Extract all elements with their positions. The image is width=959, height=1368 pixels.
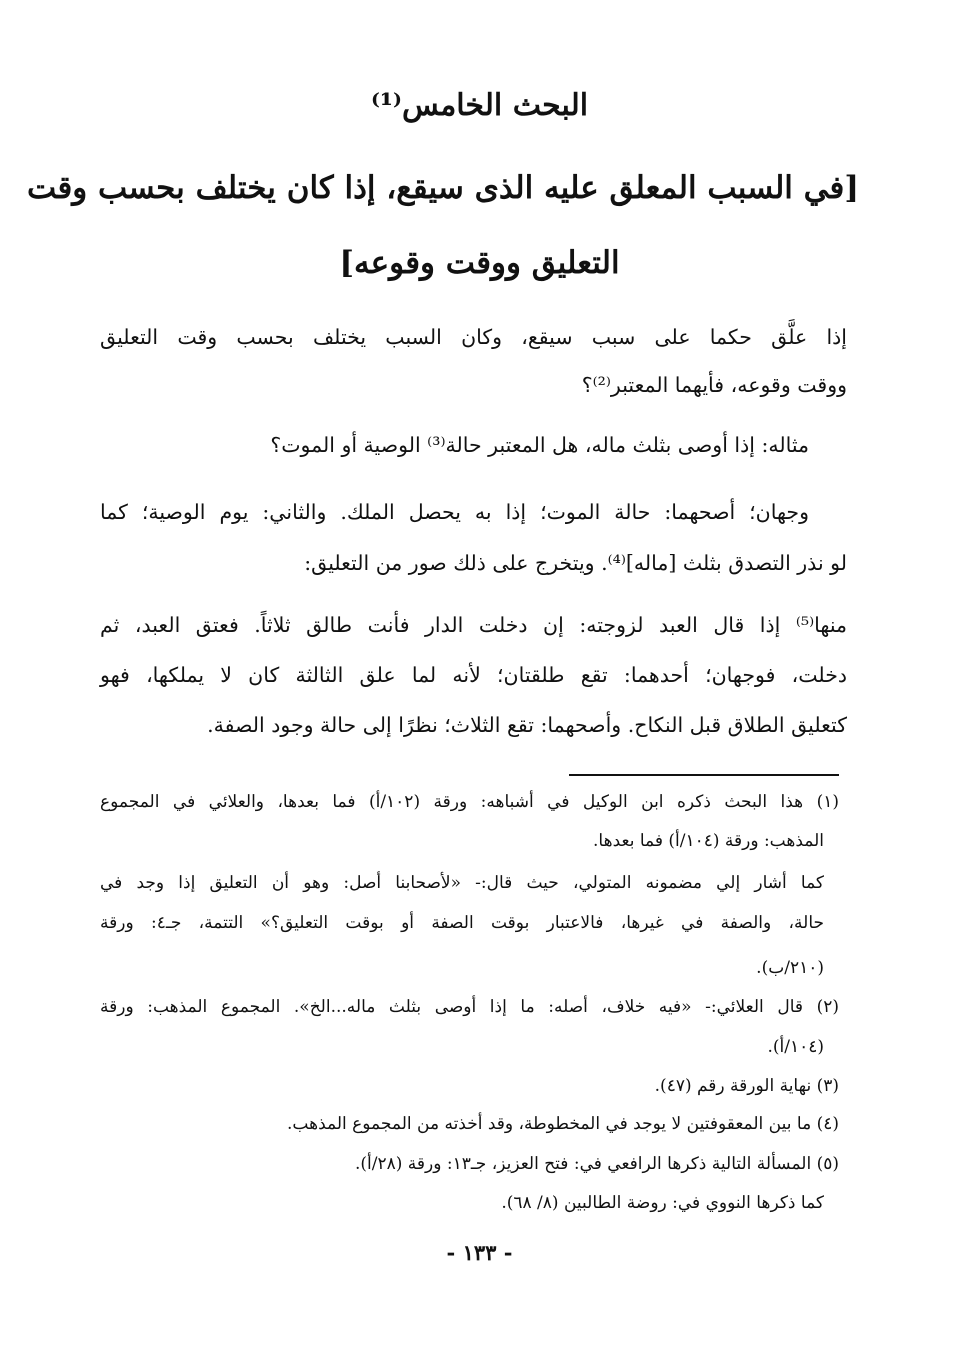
body-line: مثاله: إذا أوصى بثلث ماله، هل المعتبر حالة⁽³⁾ الوصية أو الموت؟ (270, 433, 809, 457)
body-line: وجهان؛ أصحهما: حالة الموت؛ إذا به يحصل الملك. والثاني: يوم الوصية؛ كما (100, 500, 809, 524)
footnote-line: (١٠٤/أ). (767, 1037, 824, 1057)
footnote-separator (569, 774, 839, 776)
footnote-line: حالة، والصفة في غيرها، فالاعتبار بوقت الصفة أو بوقت التعليق؟» التتمة، جـ٤: ورقة (100, 913, 825, 933)
footnote-line: كما ذكرها النووي في: روضة الطالبين (٨/ ٦٨). (501, 1193, 824, 1213)
body-line: ووقت وقوعه، فأيهما المعتبر⁽²⁾؟ (581, 373, 847, 397)
section-subtitle-line-2: التعليق ووقت وقوعه] (339, 245, 620, 281)
section-subtitle-line-1: [في السبب المعلق عليه الذى سيقع، إذا كان يختلف بحسب وقت (27, 170, 859, 206)
body-line: كتعليق الطلاق قبل النكاح. وأصحهما: تقع الثلاث؛ نظرًا إلى حالة وجود الصفة. (207, 713, 847, 737)
body-line: منها⁽⁵⁾ إذا قال العبد لزوجته: إن دخلت الدار فأنت طالق ثلاثاً. فعتق العبد، ثم (100, 613, 847, 637)
body-line: لو نذر التصدق بثلث [ماله]⁽⁴⁾. ويتخرج على ذلك صور من التعليق: (304, 551, 847, 575)
footnote-line: (٢) قال العلائي:- «فيه خلاف، أصله: ما إذا أوصى بثلث ماله...الخ». المجموع المذهب: ورقة (100, 997, 839, 1017)
footnote-line: المذهب: ورقة (١٠٤/أ) فما بعدها. (593, 831, 824, 851)
footnote-line: (٢١٠/ب). (756, 958, 824, 978)
footnote-line: (١) هذا البحث ذكره ابن الوكيل في أشباهه: ورقة (١٠٢/أ) فما بعدها، والعلائي في المجموع (100, 792, 839, 812)
page-number: - ١٣٣ - (446, 1240, 513, 1265)
body-line: إذا علَّق حكما على سبب سيقع، وكان السبب يختلف بحسب وقت التعليق (100, 325, 847, 349)
footnote-line: كما أشار إلي مضمونه المتولي، حيث قال:- «لأصحابنا أصل: وهو أن التعليق إذا وجد في (100, 873, 824, 893)
body-line: دخلت، فوجهان؛ أحدهما: تقع طلقتان؛ لأنه لما علق الثالثة كان لا يملكها، فهو (100, 663, 847, 687)
footnote-line: (٣) نهاية الورقة رقم (٤٧). (654, 1076, 839, 1096)
footnote-line: (٤) ما بين المعقوفتين لا يوجد في المخطوطة، وقد أخذته من المجموع المذهب. (287, 1114, 839, 1134)
section-title: البحث الخامس⁽¹⁾ (370, 88, 589, 123)
footnote-line: (٥) المسألة التالية ذكرها الرافعي في: فتح العزيز، جـ١٣: ورقة (٢٨/أ). (354, 1154, 839, 1174)
